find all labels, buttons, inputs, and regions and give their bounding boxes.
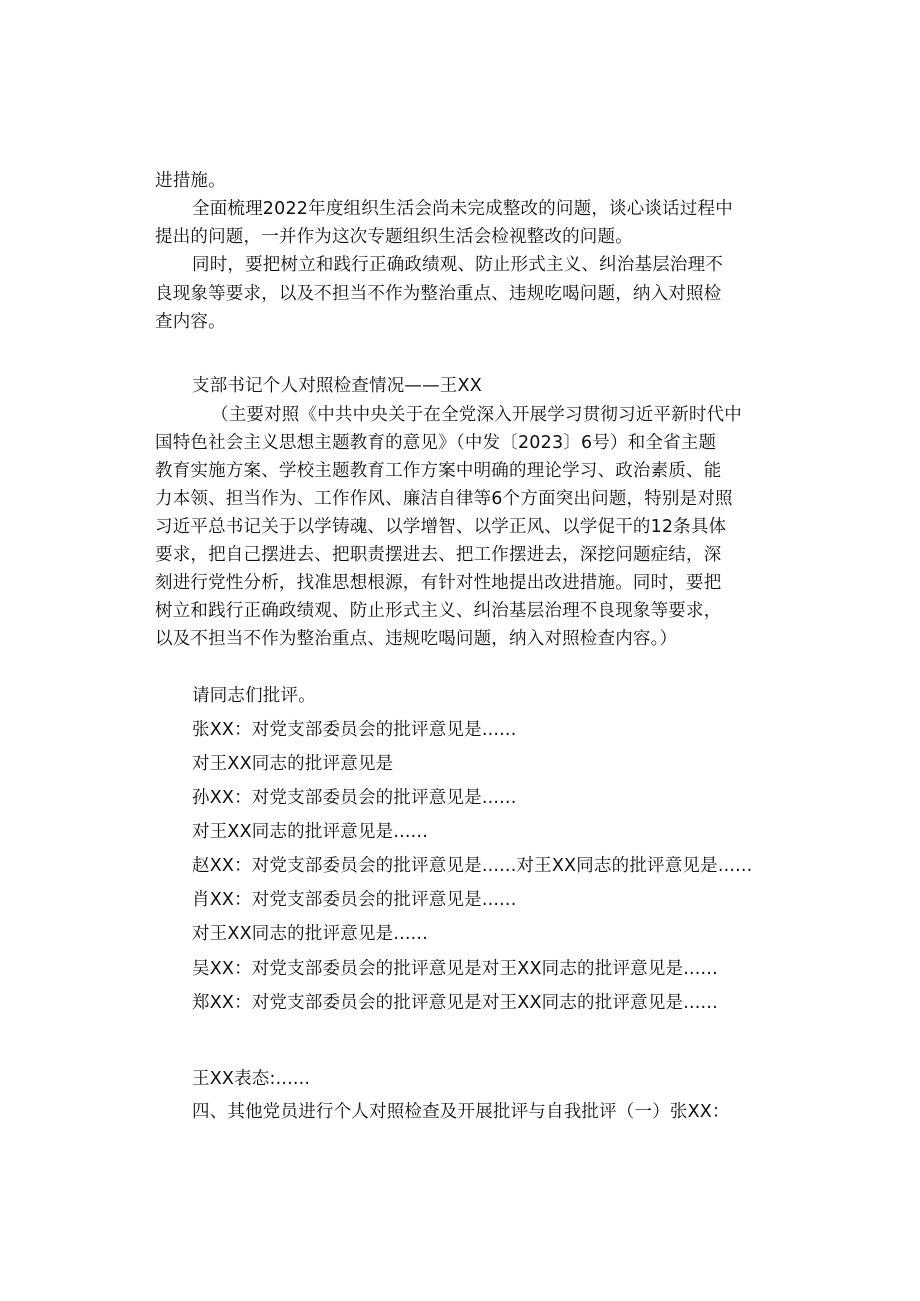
criticism-request: 请同志们批评。 (192, 686, 316, 706)
intro-line-1: 进措施。 (155, 171, 226, 191)
criticism-zheng: 郑XX：对党支部委员会的批评意见是对王XX同志的批评意见是...... (192, 993, 718, 1013)
criticism-zhao: 赵XX：对党支部委员会的批评意见是......对王XX同志的批评意见是...... (192, 856, 753, 876)
criticism-xiao-committee: 肖XX：对党支部委员会的批评意见是...... (192, 890, 517, 910)
secretary-note-line-5: 习近平总书记关于以学铸魂、以学增智、以学正风、以学促干的12条具体 (155, 517, 727, 537)
criticism-wu: 吴XX：对党支部委员会的批评意见是对王XX同志的批评意见是...... (192, 959, 718, 979)
secretary-note-line-9: 以及不担当不作为整治重点、违规吃喝问题，纳入对照检查内容。） (155, 629, 678, 649)
secretary-note-line-8: 树立和践行正确政绩观、防止形式主义、纠治基层治理不良现象等要求， (155, 601, 722, 621)
criticism-sun-committee: 孙XX：对党支部委员会的批评意见是...... (192, 788, 517, 808)
intro-line-2: 全面梳理2022年度组织生活会尚未完成整改的问题，谈心谈话过程中 (192, 199, 733, 219)
intro-line-4: 同时，要把树立和践行正确政绩观、防止形式主义、纠治基层治理不 (192, 255, 723, 275)
intro-line-5: 良现象等要求，以及不担当不作为整治重点、违规吃喝问题，纳入对照检 (155, 284, 722, 304)
section-four-heading: 四、其他党员进行个人对照检查及开展批评与自我批评（一）张XX： (192, 1102, 730, 1122)
secretary-note-line-7: 刻进行党性分析，找准思想根源，有针对性地提出改进措施。同时，要把 (155, 573, 722, 593)
intro-line-6: 查内容。 (155, 312, 226, 332)
criticism-sun-wang: 对王XX同志的批评意见是...... (192, 822, 428, 842)
secretary-note-line-1: （主要对照《中共中央关于在全党深入开展学习贯彻习近平新时代中 (211, 405, 742, 425)
criticism-xiao-wang: 对王XX同志的批评意见是...... (192, 924, 428, 944)
secretary-note-line-4: 力本领、担当作为、工作作风、廉洁自律等6个方面突出问题，特别是对照 (155, 489, 733, 509)
intro-line-3: 提出的问题，一并作为这次专题组织生活会检视整改的问题。 (155, 227, 633, 247)
criticism-zhang-committee: 张XX：对党支部委员会的批评意见是...... (192, 720, 517, 740)
secretary-note-line-6: 要求，把自己摆进去、把职责摆进去、把工作摆进去，深挖问题症结，深 (155, 545, 722, 565)
secretary-note-line-2: 国特色社会主义思想主题教育的意见》（中发〔2023〕6号）和全省主题 (155, 433, 717, 453)
wang-statement: 王XX表态:...... (192, 1069, 311, 1089)
secretary-heading: 支部书记个人对照检查情况——王XX (192, 376, 482, 396)
secretary-note-line-3: 教育实施方案、学校主题教育工作方案中明确的理论学习、政治素质、能 (155, 461, 722, 481)
criticism-zhang-wang: 对王XX同志的批评意见是 (192, 754, 394, 774)
